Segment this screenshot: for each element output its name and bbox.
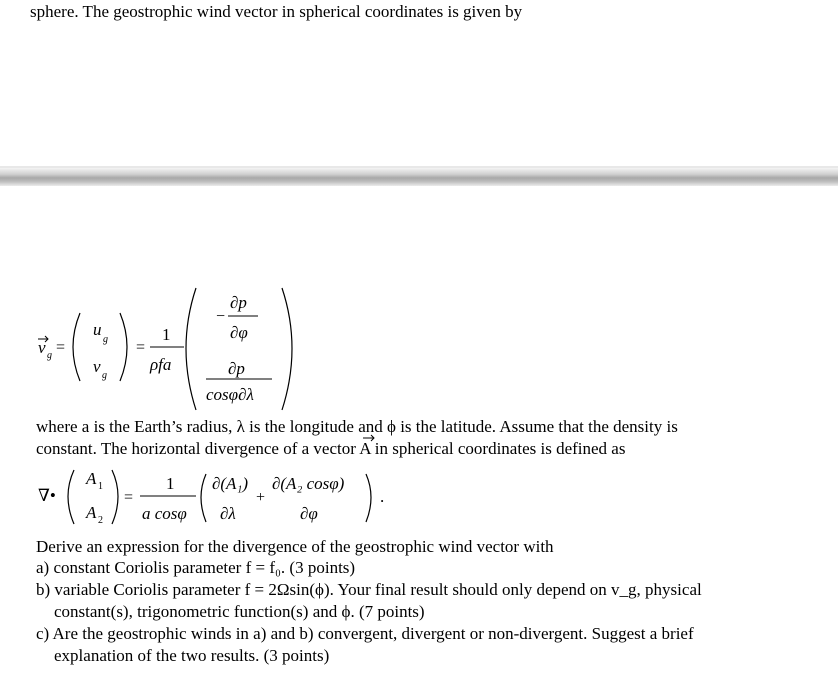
eq1-minus: − — [216, 308, 226, 325]
eq1-lhs-sub: g — [47, 350, 52, 361]
part-a: a) constant Coriolis parameter f = f₀. (3 points) — [36, 558, 356, 577]
eq2-left-paren-1 — [68, 470, 74, 524]
eq1-dp2: ∂p — [228, 359, 245, 378]
eq1-v-sub: g — [102, 370, 107, 381]
eq2-equals: = — [124, 489, 134, 506]
question-intro: Derive an expression for the divergence of the geostrophic wind vector with — [36, 537, 554, 556]
eq1-equals-2: = — [136, 339, 146, 356]
equation-geostrophic-wind — [38, 288, 292, 410]
eq1-frac-num: 1 — [162, 325, 171, 344]
eq1-lhs-v: v — [38, 338, 46, 357]
eq2-left-paren-2 — [201, 474, 206, 522]
eq1-v: v — [93, 357, 101, 376]
eq2-term1-den: ∂λ — [220, 504, 236, 523]
eq1-frac-den: ρfa — [150, 355, 172, 374]
eq1-u: u — [93, 320, 102, 339]
eq2-A1: A — [86, 469, 97, 488]
eq1-right-paren-2 — [282, 288, 292, 410]
eq1-u-sub: g — [103, 334, 108, 345]
eq1-left-paren-1 — [73, 313, 80, 381]
eq1-cosphi-dlambda: cosφ∂λ — [206, 385, 254, 404]
eq2-frac-num: 1 — [166, 474, 175, 493]
part-c-line1: c) Are the geostrophic winds in a) and b) convergent, divergent or non-divergent. Suggest a brief — [36, 624, 694, 643]
eq2-term2-num: ∂(A₂ cosφ) — [272, 474, 345, 493]
part-c-line2: explanation of the two results. (3 points) — [54, 646, 330, 665]
eq2-frac-den: a cosφ — [142, 504, 187, 523]
eq2-term1-num: ∂(A₁) — [212, 474, 249, 493]
part-b-line1: b) variable Coriolis parameter f = 2Ωsin(ϕ). Your final result should only depend on v_g, physical — [36, 580, 702, 599]
para1-line2: constant. The horizontal divergence of a vector A in spherical coordinates is defined as — [36, 439, 626, 458]
eq2-A1-sub: 1 — [98, 481, 103, 492]
eq2-plus: + — [256, 489, 266, 506]
eq2-A2: A — [86, 503, 97, 522]
eq2-nabla: ∇• — [38, 486, 56, 505]
eq1-equals-1: = — [56, 339, 66, 356]
equation-divergence — [38, 469, 384, 526]
eq2-right-paren-1 — [112, 470, 118, 524]
eq1-dphi: ∂φ — [230, 323, 248, 342]
eq2-right-paren-2 — [366, 474, 371, 522]
eq1-dp: ∂p — [230, 293, 247, 312]
eq2-A2-sub: 2 — [98, 515, 103, 526]
eq2-term2-den: ∂φ — [300, 504, 318, 523]
intro-line: sphere. The geostrophic wind vector in spherical coordinates is given by — [30, 2, 523, 21]
part-b-line2: constant(s), trigonometric function(s) and ϕ. (7 points) — [54, 602, 425, 621]
eq1-right-paren-1 — [120, 313, 127, 381]
eq2-period: . — [380, 487, 385, 506]
para1-line1: where a is the Earth’s radius, λ is the longitude and ϕ is the latitude. Assume that the density is — [36, 417, 678, 436]
eq1-left-paren-2 — [186, 288, 196, 410]
